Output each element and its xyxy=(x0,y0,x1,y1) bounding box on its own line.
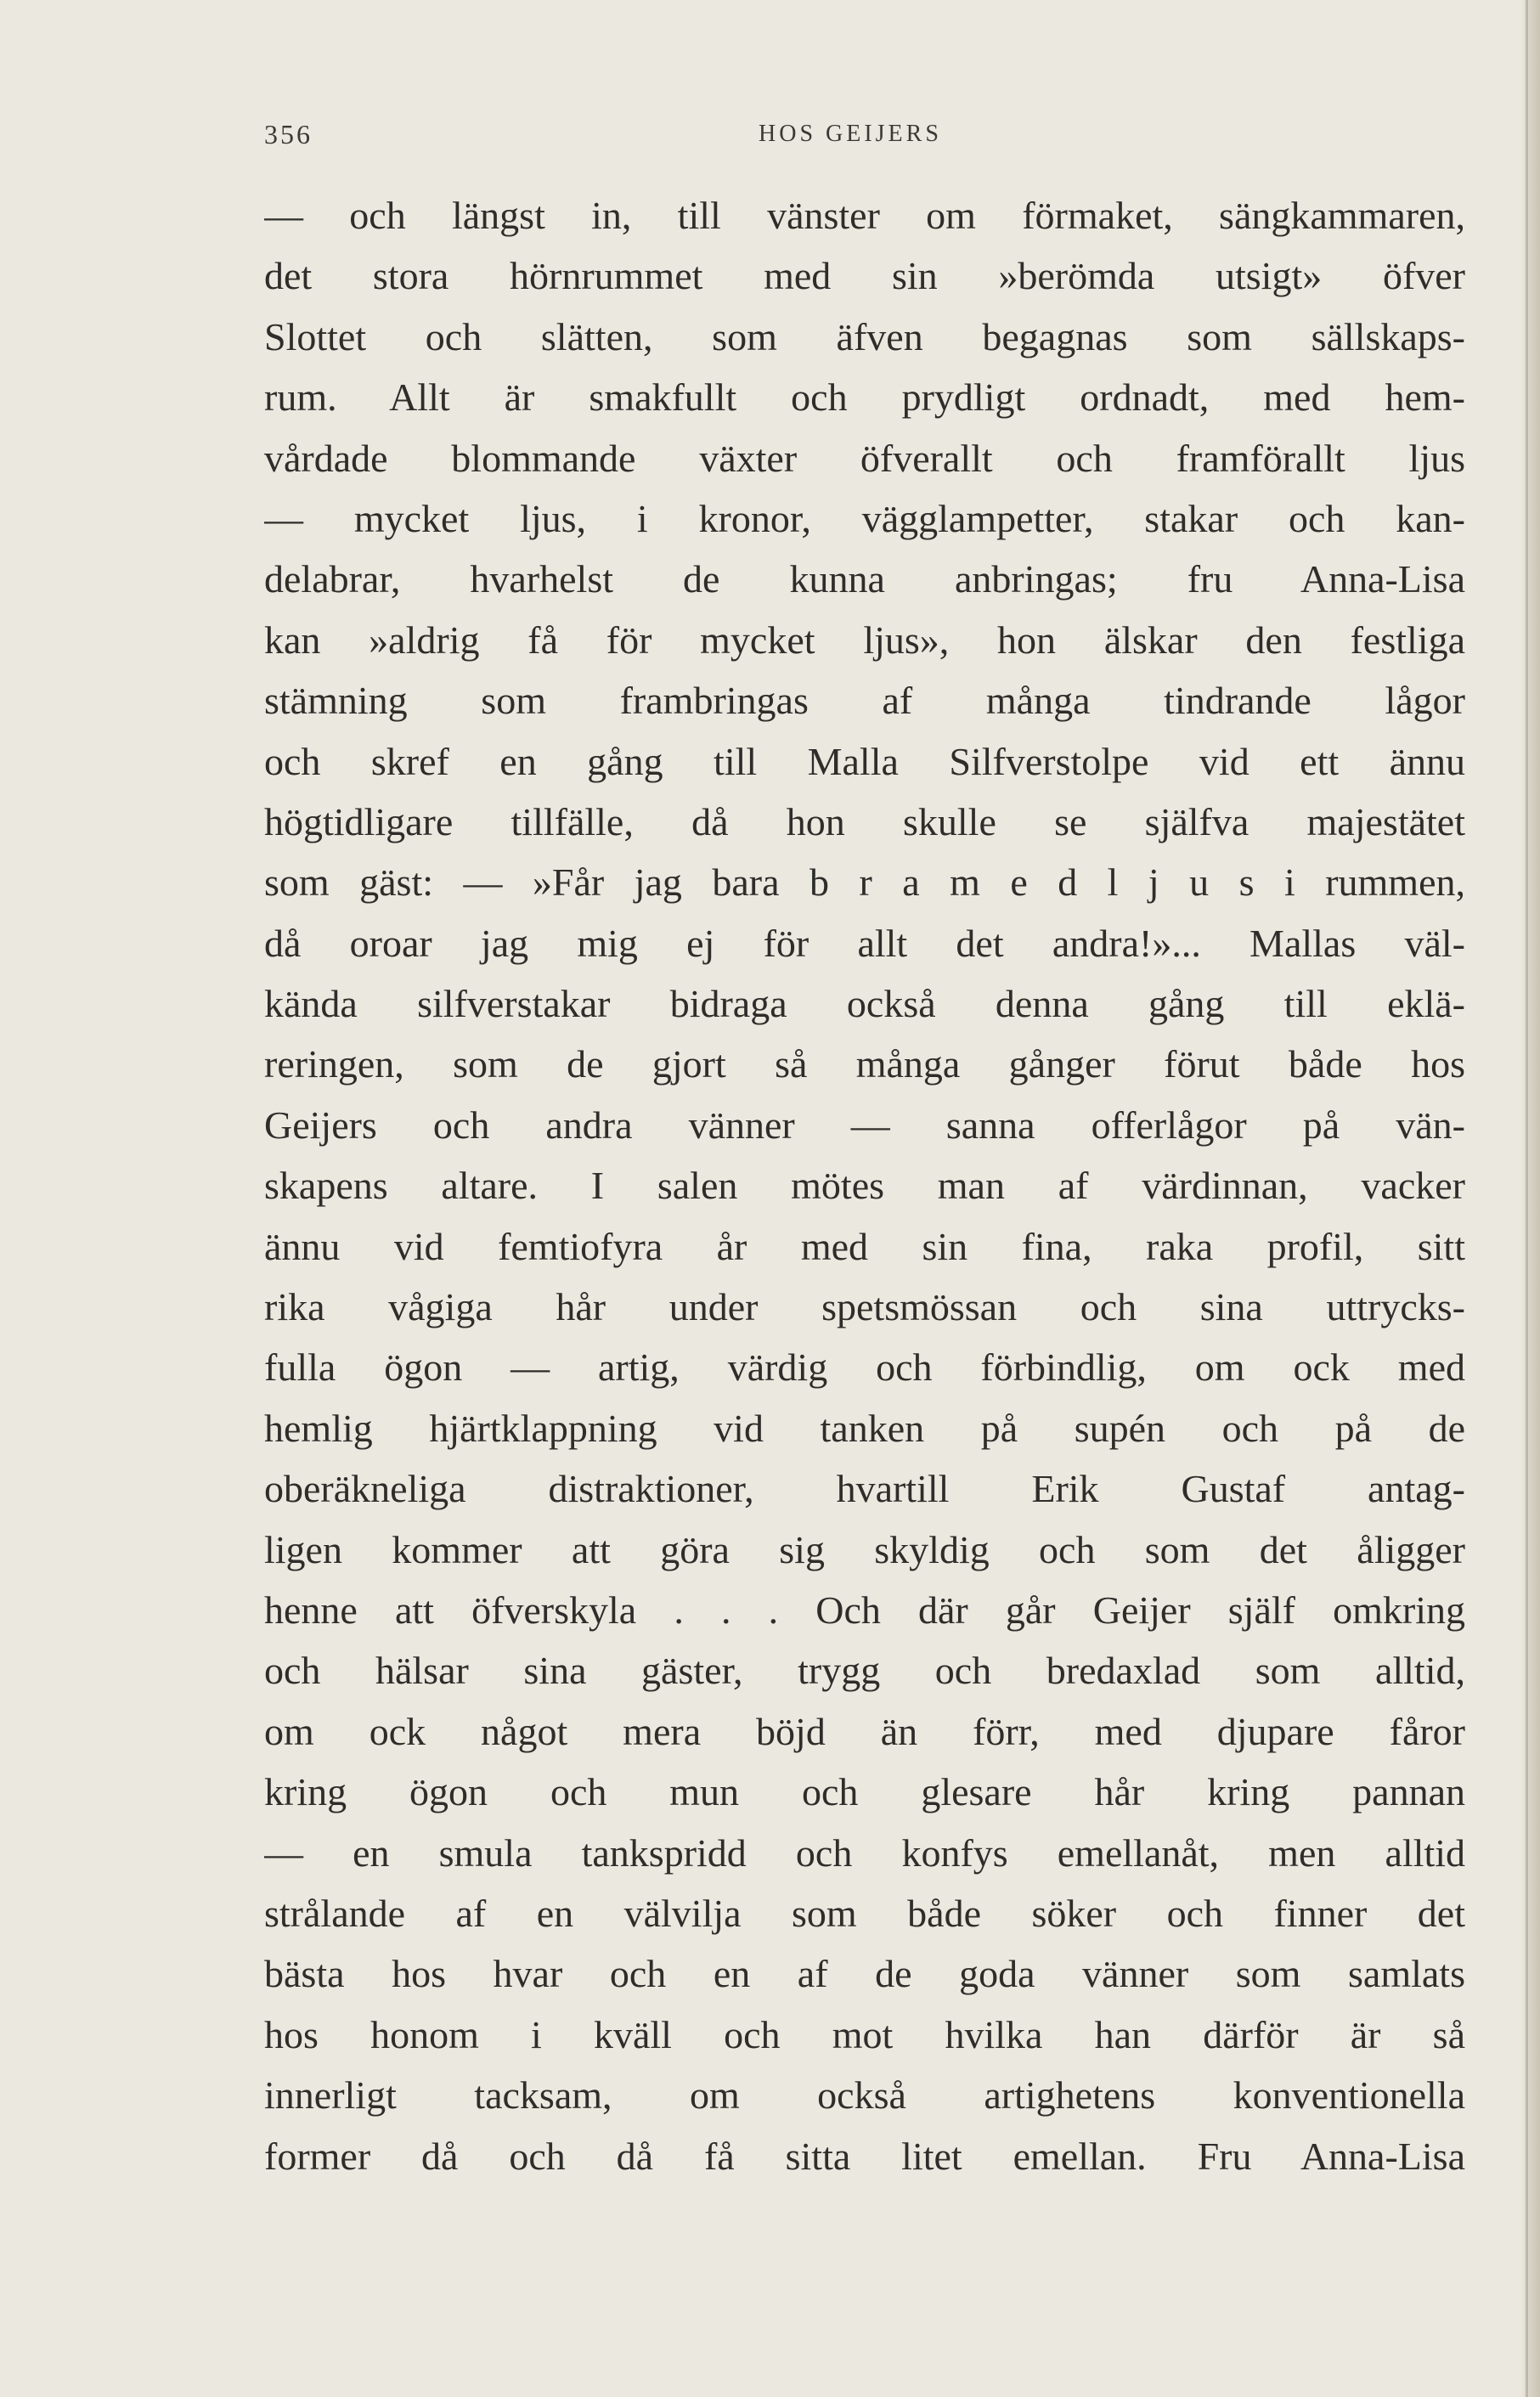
text-line: Slottet och slätten, som äfven begagnas som sällskaps- xyxy=(264,314,1465,358)
text-line: då oroar jag mig ej för allt det andra!»... Mallas väl- xyxy=(264,921,1465,965)
text-line: — en smula tankspridd och konfys emellanåt, men alltid xyxy=(264,1830,1465,1875)
text-line: rum. Allt är smakfullt och prydligt ordnadt, med hem- xyxy=(264,375,1465,420)
text-line: det stora hörnrummet med sin »berömda utsigt» öfver xyxy=(264,254,1465,298)
text-line: henne att öfverskyla . . . Och där går Geijer själf omkring xyxy=(264,1588,1465,1632)
text-line: bästa hos hvar och en af de goda vänner som samlats xyxy=(264,1952,1465,1996)
text-line: och hälsar sina gäster, trygg och bredaxlad som alltid, xyxy=(264,1649,1465,1693)
text-line: fulla ögon — artig, värdig och förbindlig, om ock med xyxy=(264,1345,1465,1390)
text-line: reringen, som de gjort så många gånger förut både hos xyxy=(264,1042,1465,1086)
page-number: 356 xyxy=(264,119,313,149)
body-text xyxy=(264,185,1465,2186)
text-line: om ock något mera böjd än förr, med djupare fåror xyxy=(264,1709,1465,1753)
text-line: — mycket ljus, i kronor, vägglampetter, stakar och kan- xyxy=(264,496,1465,540)
text-line: stämning som frambringas af många tindrande lågor xyxy=(264,679,1465,723)
text-line: former då och då få sitta litet emellan. Fru Anna-Lisa xyxy=(264,2134,1465,2178)
text-line: vårdade blommande växter öfverallt och framförallt ljus xyxy=(264,436,1465,480)
text-line: hos honom i kväll och mot hvilka han därför är så xyxy=(264,2012,1465,2056)
text-line: strålande af en välvilja som både söker och finner det xyxy=(264,1891,1465,1935)
text-line: oberäkneliga distraktioner, hvartill Erik Gustaf antag- xyxy=(264,1467,1465,1511)
running-head: HOS GEIJERS xyxy=(759,121,942,147)
text-line: delabrar, hvarhelst de kunna anbringas; fru Anna-Lisa xyxy=(264,557,1465,601)
text-line: rika vågiga hår under spetsmössan och sina uttrycks- xyxy=(264,1285,1465,1329)
text-line: ligen kommer att göra sig skyldig och som det åligger xyxy=(264,1527,1465,1571)
text-line: som gäst: — »Får jag bara b r a m e d l j u s i rummen, xyxy=(264,860,1465,905)
text-line: hemlig hjärtklappning vid tanken på supén och på de xyxy=(264,1406,1465,1450)
text-line: innerligt tacksam, om också artighetens konventionella xyxy=(264,2073,1465,2118)
text-line: kring ögon och mun och glesare hår kring pannan xyxy=(264,1770,1465,1814)
text-line: kan »aldrig få för mycket ljus», hon älskar den festliga xyxy=(264,618,1465,662)
text-line: — och längst in, till vänster om förmaket, sängkammaren, xyxy=(264,194,1465,237)
page-header xyxy=(264,119,1465,153)
page-edge xyxy=(1521,0,1540,2397)
text-line: kända silfverstakar bidraga också denna gång till eklä- xyxy=(264,982,1465,1026)
page-binding-line xyxy=(1526,0,1528,2397)
text-line: ännu vid femtiofyra år med sin fina, raka profil, sitt xyxy=(264,1224,1465,1268)
text-line: högtidligare tillfälle, då hon skulle se själfva majestätet xyxy=(264,799,1465,843)
text-line: skapens altare. I salen mötes man af värdinnan, vacker xyxy=(264,1164,1465,1208)
text-line: Geijers och andra vänner — sanna offerlågor på vän- xyxy=(264,1103,1465,1147)
text-line: och skref en gång till Malla Silfverstolpe vid ett ännu xyxy=(264,739,1465,783)
